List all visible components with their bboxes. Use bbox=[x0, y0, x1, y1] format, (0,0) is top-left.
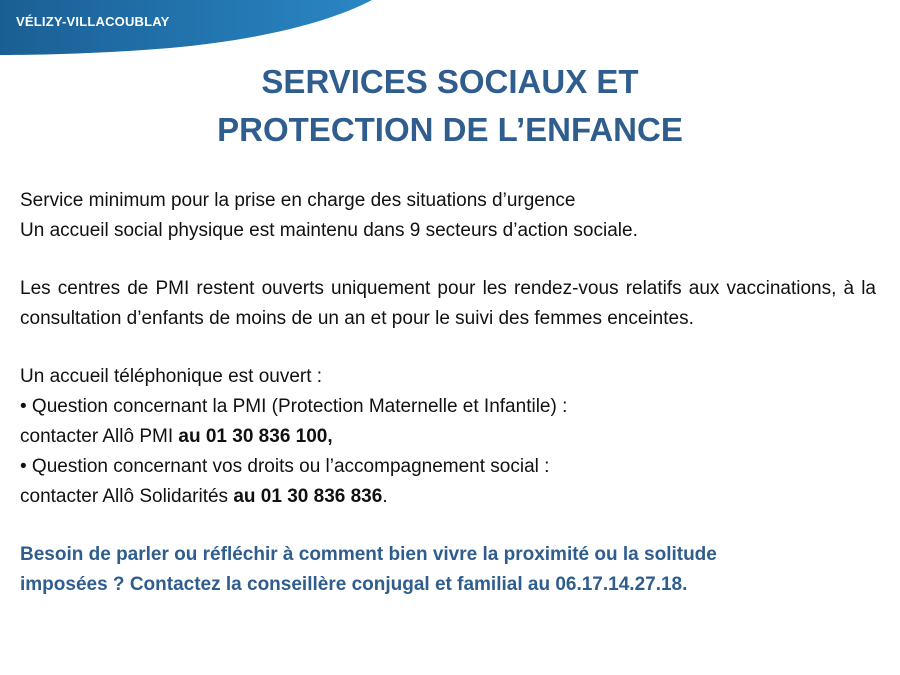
pmi-question-item: • Question concernant la PMI (Protection Maternelle et Infantile) : bbox=[20, 396, 568, 417]
main-content bbox=[20, 186, 876, 600]
header-banner bbox=[0, 0, 380, 56]
pmi-contact-line bbox=[20, 422, 876, 452]
pmi-contact-prefix: contacter Allô PMI bbox=[20, 426, 179, 447]
solidarites-phone-number: au 01 30 836 836 bbox=[233, 486, 383, 507]
solidarites-contact-prefix: contacter Allô Solidarités bbox=[20, 486, 234, 507]
spacer bbox=[20, 512, 876, 540]
pmi-phone-suffix: , bbox=[327, 426, 333, 447]
accueil-physique-text: Un accueil social physique est maintenu dans 9 secteurs d’action sociale. bbox=[20, 220, 638, 241]
service-minimum-text: Service minimum pour la prise en charge des situations d’urgence bbox=[20, 190, 576, 211]
accueil-telephonique-intro: Un accueil téléphonique est ouvert : bbox=[20, 366, 323, 387]
town-name-label: VÉLIZY-VILLACOUBLAY bbox=[16, 14, 170, 29]
page-title-line-1: SERVICES SOCIAUX ET bbox=[261, 63, 639, 100]
spacer bbox=[20, 334, 876, 362]
social-question-item: • Question concernant vos droits ou l’accompagnement social : bbox=[20, 456, 550, 477]
conseillere-message-line-2: imposées ? Contactez la conseillère conjugal et familial au 06.17.14.27.18. bbox=[20, 574, 688, 595]
page-title-line-2: PROTECTION DE L’ENFANCE bbox=[217, 111, 683, 148]
pmi-centres-paragraph: Les centres de PMI restent ouverts uniquement pour les rendez-vous relatifs aux vaccinations, à la consultation d’enfants de moins de un an et pour le suivi des femmes enceintes. bbox=[20, 278, 876, 329]
solidarites-contact-line bbox=[20, 482, 876, 512]
spacer bbox=[20, 246, 876, 274]
pmi-phone-number: au 01 30 836 100 bbox=[178, 426, 328, 447]
page-title bbox=[0, 58, 900, 154]
solidarites-phone-suffix: . bbox=[382, 486, 388, 507]
conseillere-message-line-1: Besoin de parler ou réfléchir à comment bien vivre la proximité ou la solitude bbox=[20, 544, 717, 565]
